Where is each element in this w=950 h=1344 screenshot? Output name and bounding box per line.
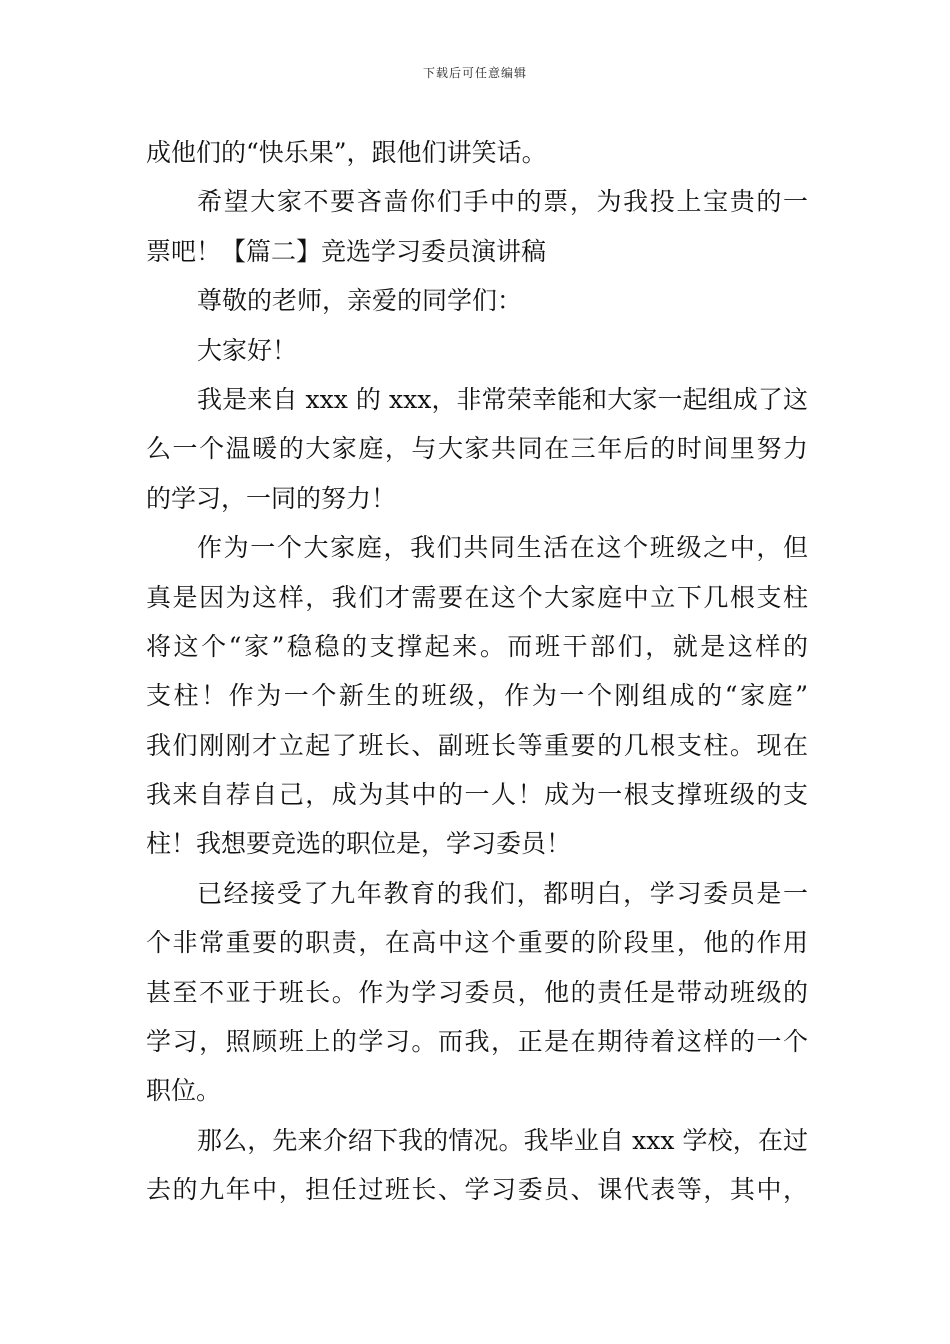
- text-line: 尊敬的老师，亲爱的同学们：: [197, 286, 523, 316]
- page-header: 下载后可任意编辑: [422, 66, 527, 80]
- text-line: 么一个温暖的大家庭，与大家共同在三年后的时间里努力: [146, 434, 808, 464]
- text-line: 我们刚刚才立起了班长、副班长等重要的几根支柱。现在: [146, 730, 808, 760]
- text-line: 那么，先来介绍下我的情况。我毕业自 xxx 学校，在过: [197, 1125, 808, 1155]
- text-line: 作为一个大家庭，我们共同生活在这个班级之中，但: [197, 533, 808, 563]
- text-line: 已经接受了九年教育的我们，都明白，学习委员是一: [197, 878, 808, 908]
- text-line: 的学习，一同的努力！: [146, 483, 397, 513]
- text-line: 我来自荐自己，成为其中的一人！成为一根支撑班级的支: [146, 780, 808, 810]
- text-line: 柱！我想要竞选的职位是，学习委员！: [146, 829, 572, 859]
- text-line: 成他们的“快乐果”，跟他们讲笑话。: [146, 138, 547, 167]
- text-line: 去的九年中，担任过班长、学习委员、课代表等，其中，: [146, 1175, 808, 1205]
- text-line: 学习，照顾班上的学习。而我，正是在期待着这样的一个: [146, 1027, 808, 1057]
- text-line: 我是来自 xxx 的 xxx，非常荣幸能和大家一起组成了这: [197, 384, 808, 414]
- text-line: 将这个“家”稳稳的支撑起来。而班干部们，就是这样的: [146, 631, 808, 661]
- text-line: 职位。: [146, 1076, 222, 1106]
- text-line: 甚至不亚于班长。作为学习委员，他的责任是带动班级的: [146, 977, 808, 1007]
- document-body: [146, 128, 808, 1215]
- text-line: 票吧！【篇二】竞选学习委员演讲稿: [146, 236, 547, 266]
- text-line: 真是因为这样，我们才需要在这个大家庭中立下几根支柱: [146, 582, 808, 612]
- text-line: 希望大家不要吝啬你们手中的票，为我投上宝贵的一: [197, 187, 808, 217]
- text-line: 大家好！: [197, 335, 298, 365]
- text-line: 个非常重要的职责，在高中这个重要的阶段里，他的作用: [146, 928, 808, 958]
- text-line: 支柱！作为一个新生的班级，作为一个刚组成的“家庭”: [146, 681, 808, 711]
